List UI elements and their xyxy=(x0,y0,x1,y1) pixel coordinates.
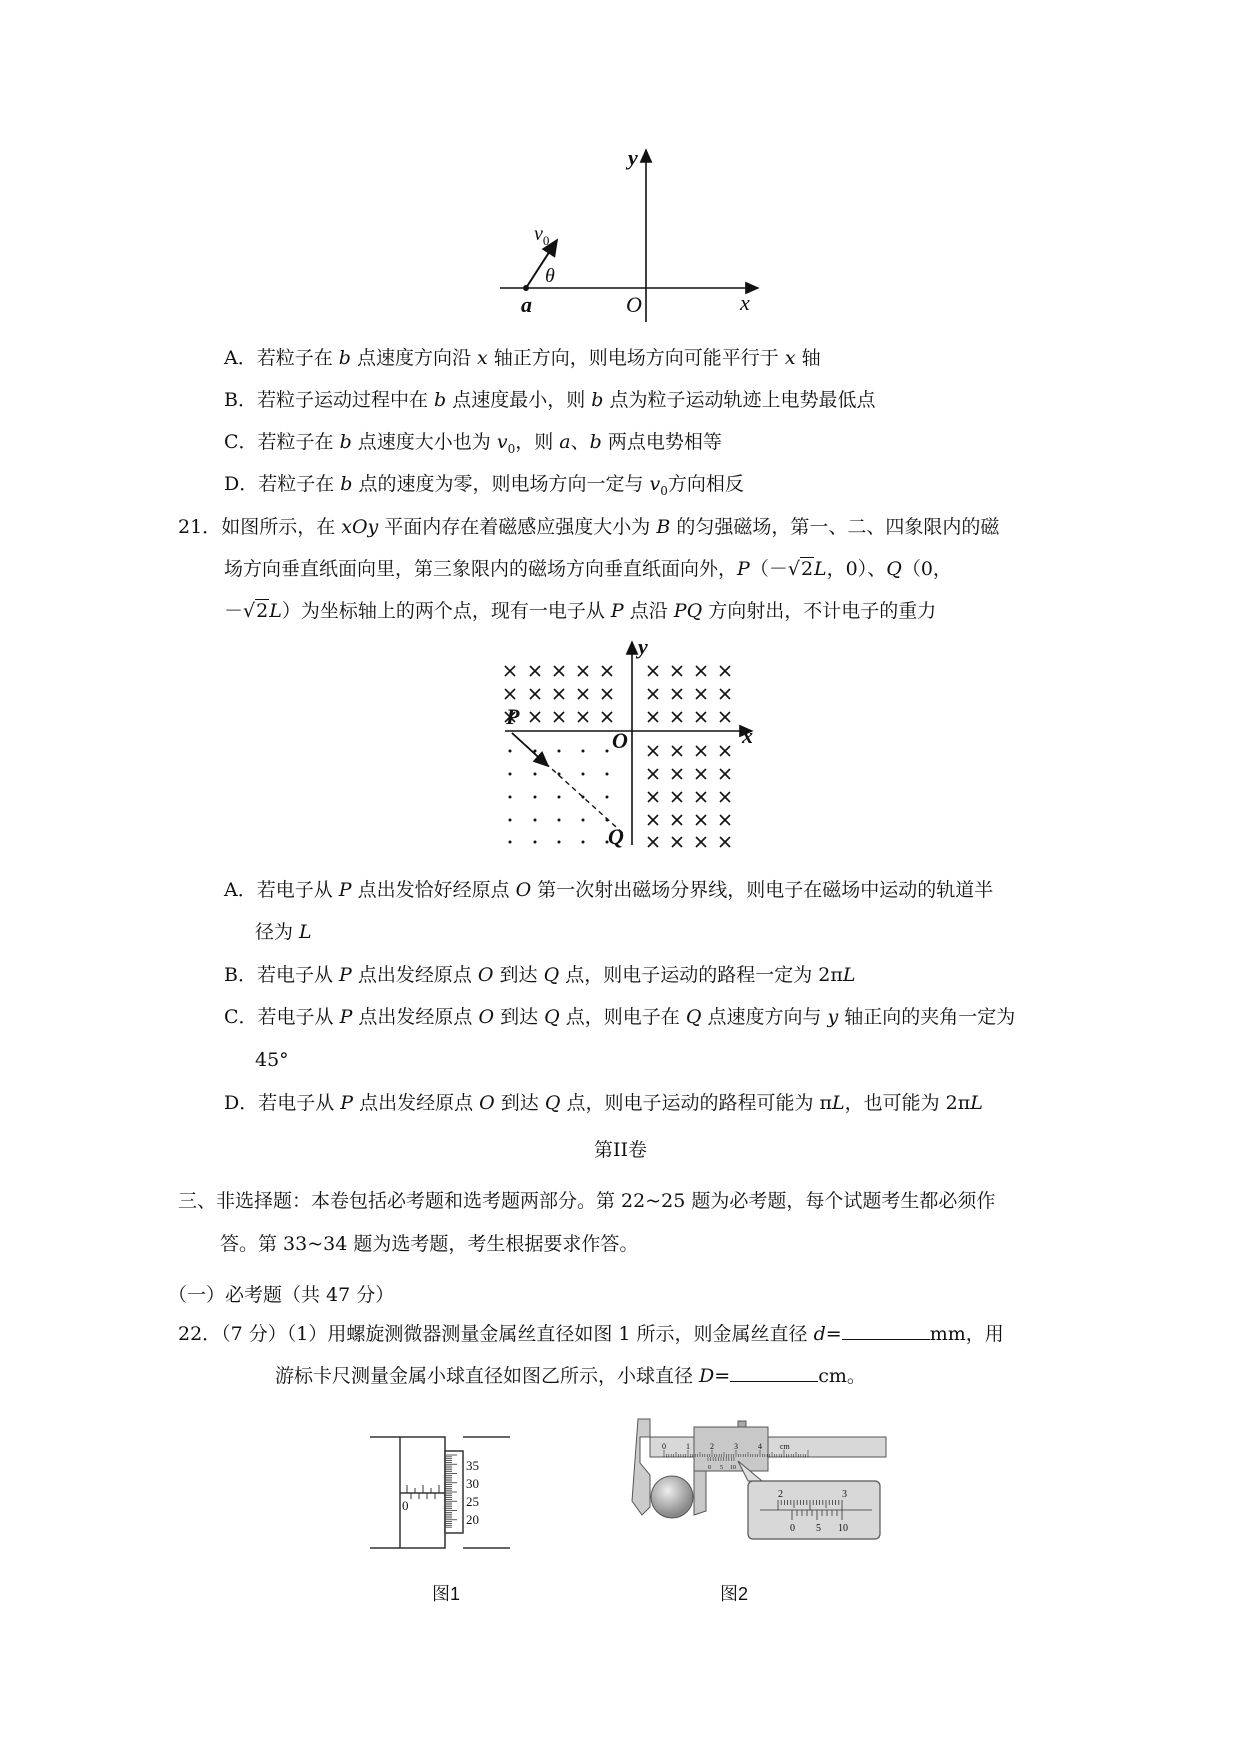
field-into-page-cross xyxy=(602,689,612,699)
caliper-sliding-jaw xyxy=(694,1471,706,1515)
field-out-of-page-dot xyxy=(558,841,561,844)
q22-stem-line2: 游标卡尺测量金属小球直径如图乙所示，小球直径 D= cm。 xyxy=(275,1365,866,1387)
field-into-page-cross xyxy=(530,689,540,699)
field-into-page-cross xyxy=(720,769,730,779)
q21-option-a-line1: A．若电子从 P 点出发恰好经原点 O 第一次射出磁场分界线，则电子在磁场中运动的轨道半 xyxy=(224,879,994,901)
field-into-page-cross xyxy=(696,666,706,676)
thimble-label-30: 30 xyxy=(466,1476,479,1491)
figure2-caption: 图2 xyxy=(720,1584,749,1604)
field-into-page-cross xyxy=(720,666,730,676)
field-out-of-page-dot xyxy=(558,750,561,753)
field-into-page-cross xyxy=(648,837,658,847)
mag-origin-label: O xyxy=(612,728,628,753)
field-out-of-page-dot xyxy=(582,750,585,753)
field-into-page-cross xyxy=(720,815,730,825)
field-out-of-page-dot xyxy=(606,773,609,776)
field-out-of-page-dot xyxy=(509,819,512,822)
caliper-lock-screw xyxy=(738,1421,746,1427)
q21-option-c-line1: C．若电子从 P 点出发经原点 O 到达 Q 点，则电子在 Q 点速度方向与 y 轴正向的夹角一定为 xyxy=(224,1006,1016,1028)
fig-top-y-label: y xyxy=(628,145,638,170)
field-out-of-page-dot xyxy=(582,841,585,844)
caliper-fixed-jaw xyxy=(632,1419,650,1515)
q20-option-c: C．若粒子在 b 点速度大小也为 $v_0$，则 a、b 两点电势相等 xyxy=(224,431,722,456)
mag-y-label: y xyxy=(638,634,648,659)
main-scale-1: 1 xyxy=(686,1442,690,1451)
answer-blank-D[interactable] xyxy=(730,1363,818,1382)
thimble-label-20: 20 xyxy=(466,1512,479,1527)
field-into-page-cross xyxy=(672,689,682,699)
field-out-of-page-dot xyxy=(509,750,512,753)
field-into-page-cross xyxy=(505,666,515,676)
field-into-page-cross xyxy=(672,666,682,676)
vernier-0: 0 xyxy=(708,1465,711,1471)
field-out-of-page-dot xyxy=(558,819,561,822)
figure-magnetic-field xyxy=(0,630,1241,850)
sleeve-label-0: 0 xyxy=(402,1498,409,1513)
field-into-page-cross xyxy=(554,666,564,676)
field-into-page-cross xyxy=(578,712,588,722)
field-into-page-cross xyxy=(648,792,658,802)
main-scale-3: 3 xyxy=(734,1442,738,1451)
zoom-vern-5: 5 xyxy=(816,1523,821,1534)
mag-p-label: P xyxy=(506,704,520,729)
field-out-of-page-dot xyxy=(582,773,585,776)
fig-top-origin-label: O xyxy=(626,292,642,317)
field-into-page-cross xyxy=(530,666,540,676)
field-into-page-cross xyxy=(530,712,540,722)
field-out-of-page-dot xyxy=(509,796,512,799)
field-into-page-cross xyxy=(602,666,612,676)
field-into-page-cross xyxy=(648,712,658,722)
main-scale-4: 4 xyxy=(758,1442,762,1451)
field-into-page-cross xyxy=(672,746,682,756)
fig-top-point-a-label: a xyxy=(521,292,532,317)
field-into-page-cross xyxy=(554,712,564,722)
field-out-of-page-dot xyxy=(534,819,537,822)
zoom-main-2: 2 xyxy=(778,1489,783,1500)
field-out-of-page-dot xyxy=(509,841,512,844)
zoom-vern-0: 0 xyxy=(790,1523,795,1534)
figure-vernier-caliper xyxy=(620,1415,900,1604)
point-a-dot xyxy=(523,285,529,291)
field-out-of-page-dot xyxy=(582,819,585,822)
field-into-page-cross xyxy=(578,666,588,676)
field-into-page-cross xyxy=(696,837,706,847)
field-into-page-cross xyxy=(720,746,730,756)
vernier-10: 10 xyxy=(730,1465,736,1471)
q21-stem-line2: 场方向垂直纸面向里，第三象限内的磁场方向垂直纸面向外，P（－√2L，0）、Q（0， xyxy=(224,558,952,580)
fig-top-angle-label: θ xyxy=(545,265,555,287)
field-into-page-cross xyxy=(672,792,682,802)
field-into-page-cross xyxy=(696,712,706,722)
q20-option-a: A．若粒子在 b 点速度方向沿 x 轴正方向，则电场方向可能平行于 x 轴 xyxy=(224,347,821,369)
field-into-page-cross xyxy=(672,712,682,722)
main-scale-0: 0 xyxy=(662,1442,666,1451)
field-out-of-page-dot xyxy=(534,773,537,776)
field-into-page-cross xyxy=(720,689,730,699)
field-into-page-cross xyxy=(554,689,564,699)
q20-option-d: D．若粒子在 b 点的速度为零，则电场方向一定与 $v_0$方向相反 xyxy=(224,473,744,498)
field-into-page-cross xyxy=(696,815,706,825)
field-into-page-cross xyxy=(696,746,706,756)
figure-micrometer xyxy=(360,1425,560,1605)
answer-blank-d[interactable] xyxy=(842,1321,930,1340)
field-out-of-page-dot xyxy=(606,796,609,799)
vernier-5: 5 xyxy=(720,1465,723,1471)
q21-option-a-line2: 径为 L xyxy=(255,921,312,943)
fig-top-v-label: $v_0$ xyxy=(534,223,550,248)
field-out-of-page-dot xyxy=(534,841,537,844)
field-into-page-cross xyxy=(648,746,658,756)
electron-velocity-arrow xyxy=(512,733,548,766)
metal-ball xyxy=(651,1476,693,1518)
q21-stem-line1: 21．如图所示，在 xOy 平面内存在着磁感应强度大小为 B 的匀强磁场，第一、二、四象限内的磁 xyxy=(178,516,1000,538)
field-into-page-cross xyxy=(602,712,612,722)
field-into-page-cross xyxy=(720,792,730,802)
figure-velocity-axes xyxy=(0,0,1241,330)
field-out-of-page-dot xyxy=(509,773,512,776)
field-out-of-page-dot xyxy=(606,750,609,753)
figure1-caption: 图1 xyxy=(432,1584,461,1604)
thimble-label-25: 25 xyxy=(466,1494,479,1509)
field-into-page-cross xyxy=(696,792,706,802)
main-scale-unit: cm xyxy=(780,1442,790,1451)
field-out-of-page-dot xyxy=(534,796,537,799)
field-into-page-cross xyxy=(505,689,515,699)
field-into-page-cross xyxy=(672,837,682,847)
q21-option-d: D．若电子从 P 点出发经原点 O 到达 Q 点，则电子运动的路程可能为 πL，也可能为 2πL xyxy=(224,1092,983,1114)
field-into-page-cross xyxy=(578,689,588,699)
q20-option-b: B．若粒子运动过程中在 b 点速度最小，则 b 点为粒子运动轨迹上电势最低点 xyxy=(224,389,876,411)
q21-option-b: B．若电子从 P 点出发经原点 O 到达 Q 点，则电子运动的路程一定为 2πL xyxy=(224,964,856,986)
zoom-main-3: 3 xyxy=(842,1489,847,1500)
field-into-page-cross xyxy=(696,689,706,699)
field-into-page-cross xyxy=(696,769,706,779)
thimble-label-35: 35 xyxy=(466,1458,479,1473)
q21-stem-line3: －√2L）为坐标轴上的两个点，现有一电子从 P 点沿 PQ 方向射出，不计电子的重力 xyxy=(224,600,937,622)
mag-q-label: Q xyxy=(608,824,624,849)
field-into-page-cross xyxy=(648,769,658,779)
mag-x-label: x xyxy=(742,723,753,748)
fig-top-x-label: x xyxy=(740,290,750,315)
section-title: 第II卷 xyxy=(593,1139,647,1161)
q21-option-c-line2: 45° xyxy=(255,1049,289,1071)
field-into-page-cross xyxy=(720,712,730,722)
field-into-page-cross xyxy=(720,837,730,847)
zoom-vern-10: 10 xyxy=(838,1523,848,1534)
field-into-page-cross xyxy=(648,666,658,676)
field-into-page-cross xyxy=(648,815,658,825)
section-instructions-line2: 答。第 33~34 题为选考题，考生根据要求作答。 xyxy=(220,1233,639,1255)
q22-stem-line1: 22．（7 分）（1）用螺旋测微器测量金属丝直径如图 1 所示，则金属丝直径 d= mm，用 xyxy=(178,1323,1004,1345)
field-out-of-page-dot xyxy=(558,796,561,799)
main-scale-2: 2 xyxy=(710,1442,714,1451)
field-into-page-cross xyxy=(648,689,658,699)
required-questions-heading: （一）必考题（共 47 分） xyxy=(168,1284,395,1306)
section-instructions-line1: 三、非选择题：本卷包括必考题和选考题两部分。第 22~25 题为必考题，每个试题考生都必须作 xyxy=(178,1190,996,1212)
field-into-page-cross xyxy=(672,769,682,779)
field-into-page-cross xyxy=(672,815,682,825)
